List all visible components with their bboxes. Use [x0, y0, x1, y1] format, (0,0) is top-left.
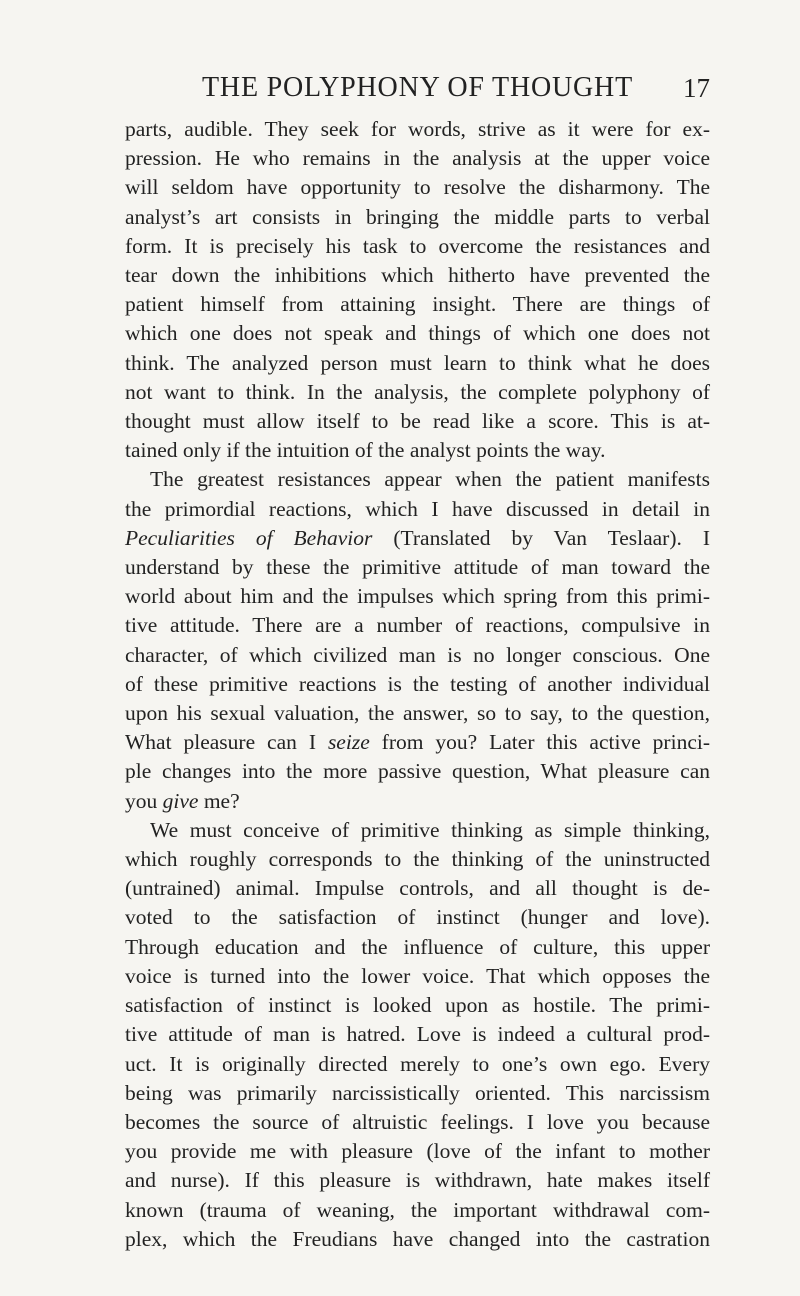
text-line: of these primitive reactions is the testing of another individual [125, 671, 710, 696]
paragraph-start-line: The greatest resistances appear when the patient manifests [150, 467, 710, 492]
text-line: which roughly corresponds to the thinking of the uninstructed [125, 847, 710, 872]
text-fragment: (Translated by Van Teslaar). I [393, 525, 710, 550]
text-line [125, 728, 710, 757]
text-line: voice is turned into the lower voice. That which opposes the [125, 963, 710, 988]
text-line: tive attitude. There are a number of reactions, compulsive in [125, 613, 710, 638]
text-line: Through education and the influence of culture, this upper [125, 934, 710, 959]
text-line: becomes the source of altruistic feelings. I love you because [125, 1109, 710, 1134]
text-line: character, of which civilized man is no longer conscious. One [125, 642, 710, 667]
text-line: voted to the satisfaction of instinct (hunger and love). [125, 905, 710, 930]
text-line: being was primarily narcissistically oriented. This narcissism [125, 1080, 710, 1105]
running-title: THE POLYPHONY OF THOUGHT [202, 72, 633, 103]
text-line: tive attitude of man is hatred. Love is indeed a cultural prod- [125, 1022, 710, 1047]
text-line: form. It is precisely his task to overcome the resistances and [125, 233, 710, 258]
text-line: satisfaction of instinct is looked upon as hostile. The primi- [125, 993, 710, 1018]
paragraph-start-line: We must conceive of primitive thinking as simple thinking, [150, 817, 710, 842]
text-line: which one does not speak and things of which one does not [125, 321, 710, 346]
text-line: (untrained) animal. Impulse controls, and all thought is de- [125, 876, 710, 901]
text-line: thought must allow itself to be read like a score. This is at- [125, 409, 710, 434]
text-line: upon his sexual valuation, the answer, so to say, to the question, [125, 701, 710, 726]
italic-word-seize: seize [327, 730, 370, 755]
page-number: 17 [683, 73, 710, 103]
text-line: analyst’s art consists in bringing the middle parts to verbal [125, 204, 710, 229]
text-fragment: What pleasure can I [125, 730, 316, 755]
text-line: tained only if the intuition of the analyst points the way. [125, 438, 606, 463]
text-fragment: from you? Later this active princi- [381, 730, 710, 755]
running-head [125, 68, 710, 108]
text-line [125, 524, 710, 553]
book-title-italic: Peculiarities of Behavior [125, 525, 373, 550]
text-line: plex, which the Freudians have changed into the castration [125, 1226, 710, 1251]
text-line [125, 787, 710, 816]
text-line: the primordial reactions, which I have discussed in detail in [125, 496, 710, 521]
text-line: uct. It is originally directed merely to one’s own ego. Every [125, 1051, 710, 1076]
text-line: patient himself from attaining insight. There are things of [125, 292, 710, 317]
text-fragment: you [125, 788, 158, 813]
text-line: pression. He who remains in the analysis at the upper voice [125, 146, 710, 171]
text-line: ple changes into the more passive question, What pleasure can [125, 759, 710, 784]
text-line: parts, audible. They seek for words, strive as it were for ex- [125, 117, 710, 141]
text-line: world about him and the impulses which spring from this primi- [125, 584, 710, 609]
italic-word-give: give [162, 788, 199, 813]
text-line: think. The analyzed person must learn to think what he does [125, 350, 710, 375]
text-line: will seldom have opportunity to resolve the disharmony. The [125, 175, 710, 200]
text-line: not want to think. In the analysis, the complete polyphony of [125, 379, 710, 404]
body-text [125, 115, 710, 1254]
text-line: known (trauma of weaning, the important withdrawal com- [125, 1197, 710, 1222]
text-line: you provide me with pleasure (love of the infant to mother [125, 1139, 710, 1164]
text-fragment: me? [203, 788, 240, 813]
text-line: and nurse). If this pleasure is withdrawn, hate makes itself [125, 1168, 710, 1193]
text-line: understand by these the primitive attitude of man toward the [125, 555, 710, 580]
text-line: tear down the inhibitions which hitherto have prevented the [125, 263, 710, 288]
